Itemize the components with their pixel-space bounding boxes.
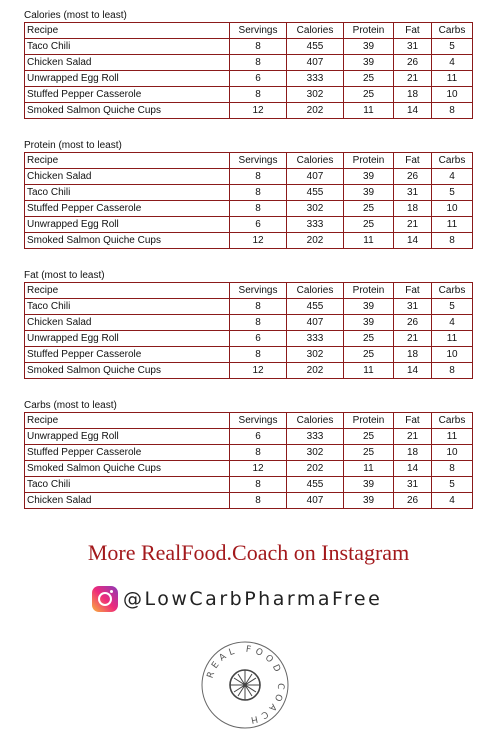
value-cell: 25 <box>344 429 394 445</box>
recipe-name-cell: Unwrapped Egg Roll <box>25 429 230 445</box>
value-cell: 455 <box>287 39 344 55</box>
recipe-name-cell: Taco Chili <box>25 299 230 315</box>
value-cell: 39 <box>344 185 394 201</box>
column-header: Servings <box>230 153 287 169</box>
nutrition-table <box>24 412 473 509</box>
column-header: Calories <box>287 283 344 299</box>
table-row <box>25 445 473 461</box>
recipe-name-cell: Stuffed Pepper Casserole <box>25 347 230 363</box>
recipe-name-cell: Stuffed Pepper Casserole <box>25 87 230 103</box>
value-cell: 11 <box>432 71 473 87</box>
recipe-name-cell: Stuffed Pepper Casserole <box>25 201 230 217</box>
column-header: Carbs <box>432 153 473 169</box>
value-cell: 26 <box>394 315 432 331</box>
value-cell: 407 <box>287 169 344 185</box>
value-cell: 39 <box>344 299 394 315</box>
value-cell: 11 <box>432 429 473 445</box>
value-cell: 8 <box>230 185 287 201</box>
table-row <box>25 217 473 233</box>
value-cell: 25 <box>344 331 394 347</box>
value-cell: 21 <box>394 71 432 87</box>
recipe-name-cell: Smoked Salmon Quiche Cups <box>25 461 230 477</box>
section-1 <box>24 139 472 249</box>
value-cell: 455 <box>287 185 344 201</box>
column-header: Fat <box>394 153 432 169</box>
table-row <box>25 363 473 379</box>
value-cell: 333 <box>287 429 344 445</box>
column-header: Recipe <box>25 413 230 429</box>
value-cell: 11 <box>344 461 394 477</box>
table-row <box>25 477 473 493</box>
recipe-name-cell: Unwrapped Egg Roll <box>25 331 230 347</box>
value-cell: 18 <box>394 87 432 103</box>
column-header: Servings <box>230 413 287 429</box>
value-cell: 202 <box>287 103 344 119</box>
value-cell: 39 <box>344 493 394 509</box>
column-header: Carbs <box>432 23 473 39</box>
value-cell: 26 <box>394 55 432 71</box>
value-cell: 11 <box>344 103 394 119</box>
table-row <box>25 39 473 55</box>
value-cell: 8 <box>230 55 287 71</box>
value-cell: 202 <box>287 461 344 477</box>
value-cell: 8 <box>432 233 473 249</box>
column-header: Protein <box>344 23 394 39</box>
value-cell: 18 <box>394 201 432 217</box>
value-cell: 21 <box>394 331 432 347</box>
table-row <box>25 331 473 347</box>
column-header: Protein <box>344 153 394 169</box>
nutrition-table <box>24 22 473 119</box>
recipe-name-cell: Taco Chili <box>25 185 230 201</box>
section-3 <box>24 399 472 509</box>
section-2 <box>24 269 472 379</box>
value-cell: 455 <box>287 299 344 315</box>
value-cell: 10 <box>432 347 473 363</box>
table-row <box>25 201 473 217</box>
value-cell: 14 <box>394 363 432 379</box>
value-cell: 31 <box>394 477 432 493</box>
recipe-name-cell: Taco Chili <box>25 39 230 55</box>
value-cell: 18 <box>394 445 432 461</box>
value-cell: 202 <box>287 233 344 249</box>
value-cell: 14 <box>394 233 432 249</box>
instagram-promo-text: More RealFood.Coach on Instagram <box>87 540 410 565</box>
table-row <box>25 87 473 103</box>
table-row <box>25 233 473 249</box>
table-header-row <box>25 283 473 299</box>
instagram-handle[interactable]: @LowCarbPharmaFree <box>123 588 383 610</box>
value-cell: 25 <box>344 217 394 233</box>
value-cell: 302 <box>287 87 344 103</box>
section-title: Protein (most to least) <box>24 140 122 151</box>
value-cell: 8 <box>230 299 287 315</box>
recipe-name-cell: Chicken Salad <box>25 55 230 71</box>
value-cell: 8 <box>432 461 473 477</box>
column-header: Fat <box>394 283 432 299</box>
value-cell: 8 <box>230 477 287 493</box>
table-row <box>25 429 473 445</box>
recipe-name-cell: Chicken Salad <box>25 169 230 185</box>
value-cell: 14 <box>394 461 432 477</box>
value-cell: 14 <box>394 103 432 119</box>
value-cell: 8 <box>230 493 287 509</box>
column-header: Protein <box>344 413 394 429</box>
value-cell: 11 <box>432 217 473 233</box>
value-cell: 12 <box>230 103 287 119</box>
instagram-handle-row[interactable] <box>92 586 382 612</box>
value-cell: 8 <box>432 363 473 379</box>
column-header: Calories <box>287 413 344 429</box>
table-row <box>25 347 473 363</box>
column-header: Carbs <box>432 283 473 299</box>
recipe-name-cell: Stuffed Pepper Casserole <box>25 445 230 461</box>
nutrition-table <box>24 282 473 379</box>
column-header: Servings <box>230 283 287 299</box>
value-cell: 25 <box>344 201 394 217</box>
table-header-row <box>25 23 473 39</box>
column-header: Protein <box>344 283 394 299</box>
value-cell: 5 <box>432 477 473 493</box>
value-cell: 26 <box>394 493 432 509</box>
value-cell: 39 <box>344 315 394 331</box>
value-cell: 6 <box>230 331 287 347</box>
section-title: Fat (most to least) <box>24 270 105 281</box>
value-cell: 11 <box>344 363 394 379</box>
column-header: Fat <box>394 23 432 39</box>
value-cell: 5 <box>432 39 473 55</box>
value-cell: 25 <box>344 445 394 461</box>
value-cell: 333 <box>287 331 344 347</box>
table-row <box>25 315 473 331</box>
value-cell: 8 <box>230 347 287 363</box>
column-header: Fat <box>394 413 432 429</box>
value-cell: 6 <box>230 217 287 233</box>
table-row <box>25 169 473 185</box>
recipe-name-cell: Unwrapped Egg Roll <box>25 71 230 87</box>
table-row <box>25 71 473 87</box>
recipe-name-cell: Unwrapped Egg Roll <box>25 217 230 233</box>
value-cell: 11 <box>344 233 394 249</box>
recipe-name-cell: Chicken Salad <box>25 493 230 509</box>
value-cell: 8 <box>230 445 287 461</box>
recipe-name-cell: Smoked Salmon Quiche Cups <box>25 233 230 249</box>
table-row <box>25 55 473 71</box>
value-cell: 25 <box>344 347 394 363</box>
column-header: Recipe <box>25 23 230 39</box>
table-row <box>25 461 473 477</box>
value-cell: 302 <box>287 445 344 461</box>
value-cell: 10 <box>432 445 473 461</box>
value-cell: 8 <box>230 87 287 103</box>
column-header: Calories <box>287 153 344 169</box>
value-cell: 12 <box>230 363 287 379</box>
value-cell: 5 <box>432 185 473 201</box>
table-header-row <box>25 153 473 169</box>
recipe-name-cell: Smoked Salmon Quiche Cups <box>25 363 230 379</box>
real-food-coach-logo <box>200 640 290 730</box>
value-cell: 6 <box>230 429 287 445</box>
value-cell: 4 <box>432 169 473 185</box>
value-cell: 39 <box>344 169 394 185</box>
value-cell: 302 <box>287 201 344 217</box>
section-title: Carbs (most to least) <box>24 400 117 411</box>
value-cell: 407 <box>287 493 344 509</box>
value-cell: 407 <box>287 315 344 331</box>
value-cell: 39 <box>344 39 394 55</box>
value-cell: 5 <box>432 299 473 315</box>
table-row <box>25 103 473 119</box>
value-cell: 6 <box>230 71 287 87</box>
value-cell: 8 <box>230 201 287 217</box>
recipe-name-cell: Smoked Salmon Quiche Cups <box>25 103 230 119</box>
recipe-name-cell: Taco Chili <box>25 477 230 493</box>
table-row <box>25 185 473 201</box>
instagram-icon <box>92 586 118 612</box>
value-cell: 8 <box>230 169 287 185</box>
value-cell: 25 <box>344 71 394 87</box>
value-cell: 11 <box>432 331 473 347</box>
table-header-row <box>25 413 473 429</box>
table-row <box>25 299 473 315</box>
value-cell: 39 <box>344 477 394 493</box>
logo-text: REAL FOOD COACH <box>205 644 286 726</box>
column-header: Calories <box>287 23 344 39</box>
value-cell: 4 <box>432 55 473 71</box>
value-cell: 202 <box>287 363 344 379</box>
value-cell: 31 <box>394 39 432 55</box>
value-cell: 333 <box>287 217 344 233</box>
value-cell: 333 <box>287 71 344 87</box>
value-cell: 4 <box>432 493 473 509</box>
value-cell: 39 <box>344 55 394 71</box>
value-cell: 8 <box>230 315 287 331</box>
section-0 <box>24 9 472 119</box>
section-title: Calories (most to least) <box>24 10 127 21</box>
value-cell: 4 <box>432 315 473 331</box>
value-cell: 455 <box>287 477 344 493</box>
table-row <box>25 493 473 509</box>
column-header: Recipe <box>25 153 230 169</box>
column-header: Carbs <box>432 413 473 429</box>
value-cell: 12 <box>230 233 287 249</box>
value-cell: 10 <box>432 201 473 217</box>
value-cell: 25 <box>344 87 394 103</box>
value-cell: 8 <box>230 39 287 55</box>
value-cell: 302 <box>287 347 344 363</box>
recipe-name-cell: Chicken Salad <box>25 315 230 331</box>
column-header: Recipe <box>25 283 230 299</box>
value-cell: 8 <box>432 103 473 119</box>
value-cell: 21 <box>394 217 432 233</box>
value-cell: 21 <box>394 429 432 445</box>
value-cell: 12 <box>230 461 287 477</box>
value-cell: 407 <box>287 55 344 71</box>
value-cell: 10 <box>432 87 473 103</box>
value-cell: 31 <box>394 185 432 201</box>
nutrition-table <box>24 152 473 249</box>
value-cell: 18 <box>394 347 432 363</box>
column-header: Servings <box>230 23 287 39</box>
value-cell: 31 <box>394 299 432 315</box>
value-cell: 26 <box>394 169 432 185</box>
